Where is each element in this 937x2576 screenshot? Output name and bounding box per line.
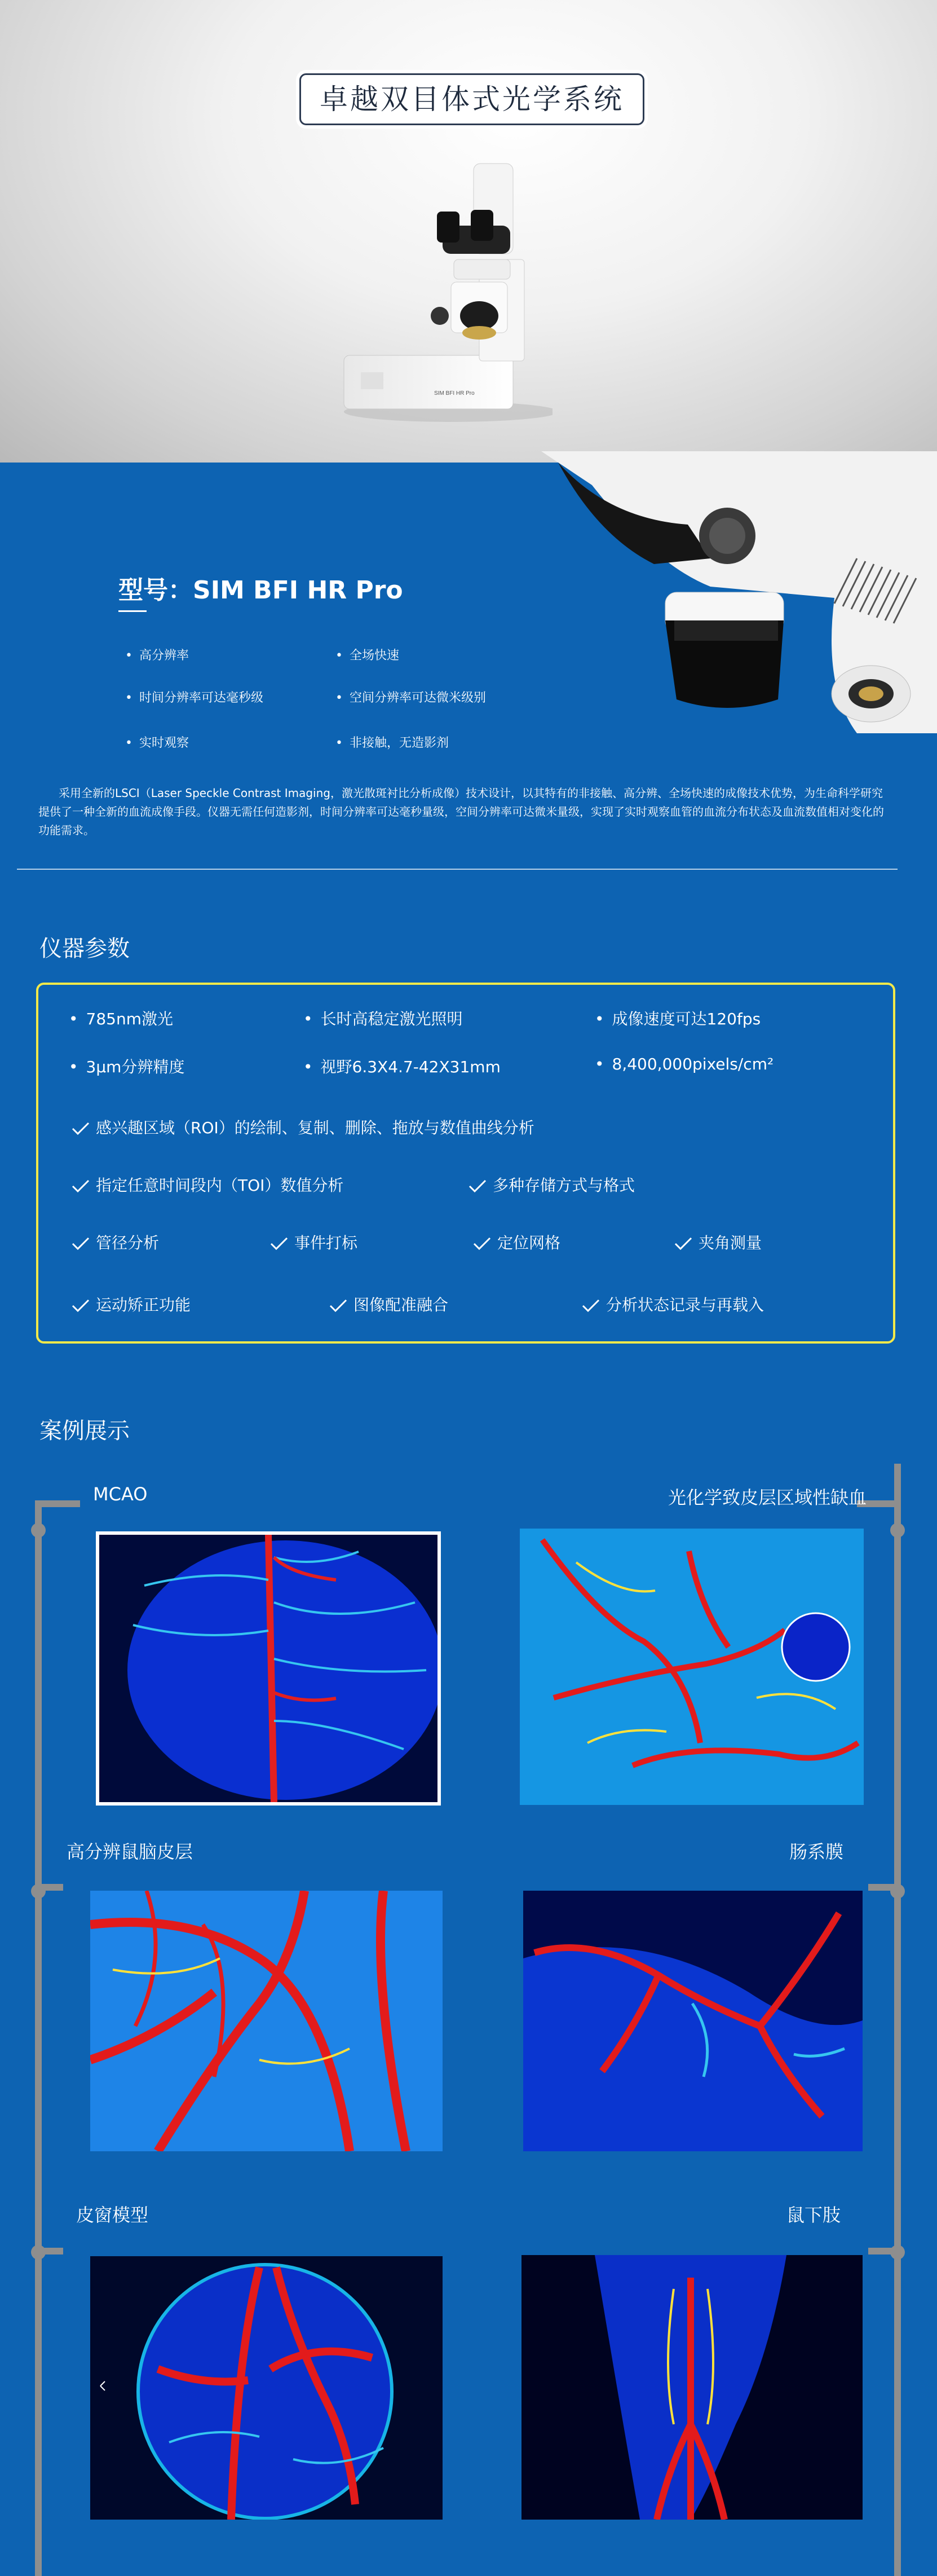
check-icon xyxy=(468,1179,487,1194)
param-text: 8,400,000pixels/cm² xyxy=(612,1055,774,1073)
model-description: 采用全新的LSCI（Laser Speckle Contrast Imaging，激光散斑衬比分析成像）技术设计，以其特有的非接触、高分辨、全场快速的成像技术优势，为生命科学研究提供了一种全新的血流成像手段。仪器无需任何造影剂，时间分辨率可达毫秒量级，空间分辨率可达微米量级，实现了实时观察血管的血流分布状态及血流数值相对变化的功能需求。 xyxy=(38,786,884,837)
rail-node xyxy=(890,1884,905,1899)
param-item: • 成像速度可达120fps xyxy=(595,1010,761,1028)
case-image-mesentery xyxy=(523,1891,863,2151)
param-item: • 长时高稳定激光照明 xyxy=(303,1010,463,1028)
model-label: 型号：SIM BFI HR Pro xyxy=(118,576,403,605)
case-image-hindlimb xyxy=(521,2255,863,2520)
check-icon xyxy=(71,1298,90,1313)
case-image-ischemia xyxy=(520,1529,864,1805)
check-icon xyxy=(71,1236,90,1251)
param-text: 成像速度可达120fps xyxy=(612,1010,761,1028)
param-text: 指定任意时间段内（TOI）数值分析 xyxy=(96,1176,344,1195)
case-label: MCAO xyxy=(93,1483,148,1505)
case-label: 鼠下肢 xyxy=(786,2204,841,2226)
param-item xyxy=(472,1231,560,1253)
param-text: 事件打标 xyxy=(294,1234,358,1252)
right-rail xyxy=(894,1464,901,2576)
params-heading: 仪器参数 xyxy=(39,936,130,962)
param-text: 管径分析 xyxy=(96,1234,160,1252)
feature-item: • 非接触，无造影剂 xyxy=(335,733,449,751)
check-icon xyxy=(71,1121,90,1136)
rail-node xyxy=(890,2245,905,2260)
param-text: 长时高稳定激光照明 xyxy=(320,1010,463,1028)
param-item xyxy=(468,1173,635,1196)
param-text: 定位网格 xyxy=(497,1234,561,1252)
rail-node xyxy=(890,1523,905,1538)
param-item xyxy=(71,1116,534,1138)
param-item xyxy=(329,1293,448,1315)
param-text: 785nm激光 xyxy=(86,1010,173,1028)
feature-item: • 实时观察 xyxy=(125,733,189,751)
param-item: • 视野6.3X4.7-42X31mm xyxy=(303,1058,501,1076)
check-icon xyxy=(581,1298,600,1313)
hero-title: 卓越双目体式光学系统 xyxy=(299,73,644,125)
param-text: 分析状态记录与再载入 xyxy=(606,1296,764,1314)
param-text: 视野6.3X4.7-42X31mm xyxy=(320,1058,501,1076)
left-rail xyxy=(35,1500,42,2576)
rail-node xyxy=(31,2245,46,2260)
rail-node xyxy=(31,1884,46,1899)
hero-banner xyxy=(0,0,937,463)
param-item xyxy=(71,1231,159,1253)
check-icon xyxy=(674,1236,693,1251)
device-label: SIM BFI HR Pro xyxy=(434,390,475,397)
check-icon xyxy=(71,1179,90,1194)
check-icon xyxy=(329,1298,348,1313)
param-text: 图像配准融合 xyxy=(353,1296,449,1314)
param-item xyxy=(674,1231,762,1253)
cases-heading: 案例展示 xyxy=(39,1418,130,1444)
params-box xyxy=(36,983,895,1344)
case-image-mcao xyxy=(96,1531,441,1806)
rail-node xyxy=(31,1523,46,1538)
param-item: • 3μm分辨精度 xyxy=(69,1058,185,1076)
case-label: 皮窗模型 xyxy=(76,2204,149,2226)
param-item: • 8,400,000pixels/cm² xyxy=(595,1055,774,1073)
feature-item: • 高分辨率 xyxy=(125,646,189,663)
case-image-cortex xyxy=(90,1891,443,2151)
rail-connector xyxy=(35,1500,80,1507)
param-item: • 785nm激光 xyxy=(69,1010,173,1028)
check-icon xyxy=(269,1236,289,1251)
case-label: 高分辨鼠脑皮层 xyxy=(67,1841,193,1862)
param-text: 运动矫正功能 xyxy=(96,1296,191,1314)
microscope-closeup-image xyxy=(541,451,937,733)
microscope-image xyxy=(338,147,553,429)
case-image-skin-window xyxy=(90,2256,443,2520)
param-text: 多种存储方式与格式 xyxy=(493,1176,635,1195)
check-icon xyxy=(472,1236,492,1251)
section-divider xyxy=(17,869,898,870)
model-underline xyxy=(118,610,147,612)
feature-item: • 时间分辨率可达毫秒级 xyxy=(125,688,263,706)
feature-item: • 全场快速 xyxy=(335,646,399,663)
param-text: 3μm分辨精度 xyxy=(86,1058,185,1076)
feature-item: • 空间分辨率可达微米级别 xyxy=(335,688,486,706)
param-item xyxy=(71,1173,343,1196)
param-item xyxy=(581,1293,764,1315)
param-item xyxy=(269,1231,357,1253)
case-label: 光化学致皮层区域性缺血 xyxy=(668,1487,867,1508)
param-text: 夹角测量 xyxy=(699,1234,762,1252)
case-label: 肠系膜 xyxy=(789,1841,844,1862)
param-text: 感兴趣区域（ROI）的绘制、复制、删除、拖放与数值曲线分析 xyxy=(96,1119,534,1137)
param-item xyxy=(71,1293,191,1315)
